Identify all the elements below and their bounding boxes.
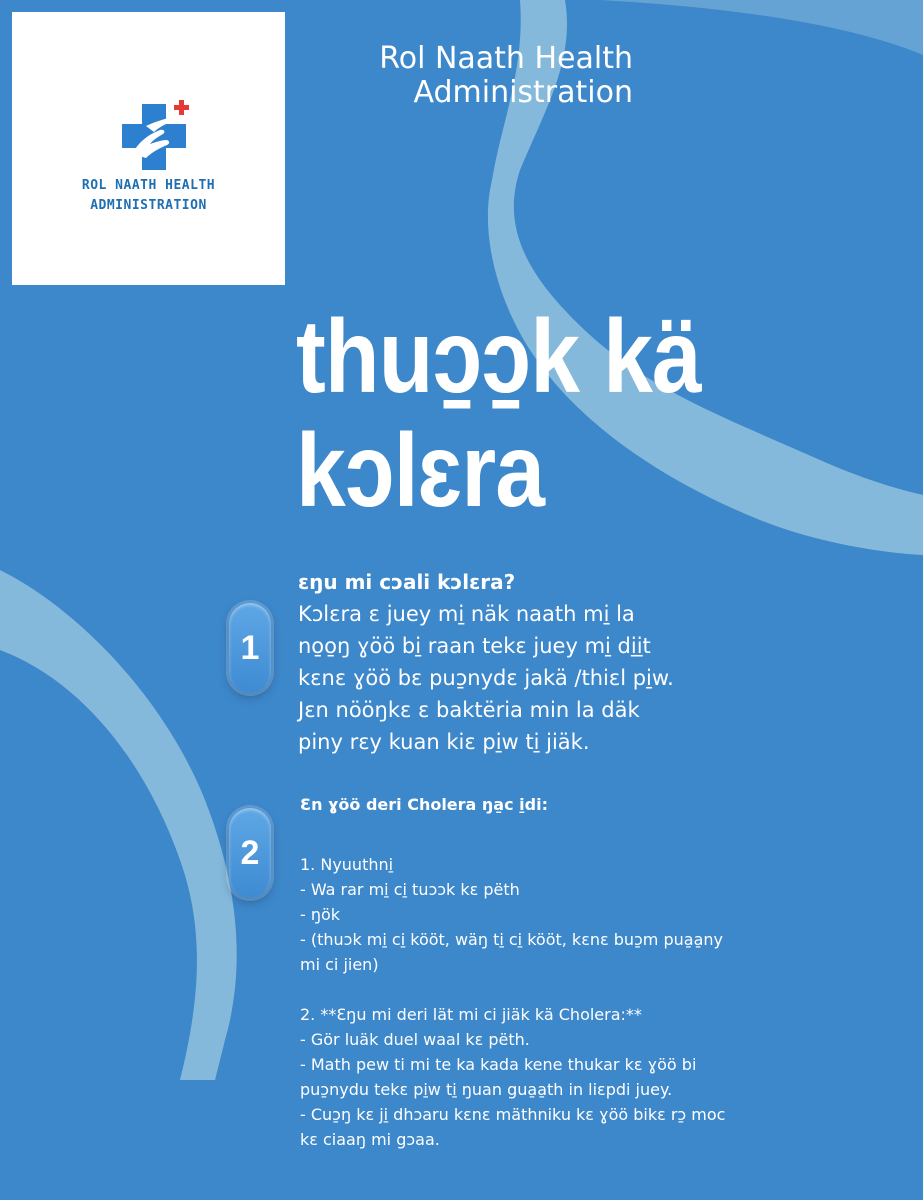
org-title [379, 42, 633, 110]
section1-heading: ɛŋu mi cɔali kɔlɛra? [298, 570, 516, 594]
section1-line: kɛnɛ ɣöö bɛ puɔ̱nydɛ jakä /thiɛl pi̱w. [298, 666, 674, 690]
org-title-line1: Rol Naath Health [379, 41, 633, 76]
section1-body [298, 598, 674, 758]
bottom-left-wave-shape [0, 570, 237, 1080]
section2-line: - Wa rar mi̱ ci̱ tuɔɔk kɛ pëth [300, 880, 520, 899]
section2-line: - (thuɔk mi̱ ci̱ kööt, wäŋ ti̱ ci̱ kööt, kɛnɛ buɔ̱m pua̱a̱ny [300, 930, 723, 949]
headline [296, 300, 767, 528]
step-badge-1: 1 [229, 603, 271, 693]
bottom-left-shape [0, 1080, 195, 1200]
logo-card [12, 12, 285, 285]
section2-line: puɔ̱nydu tekɛ pi̱w ti̱ ŋuan gua̱a̱th in liɛpdi juey. [300, 1080, 673, 1099]
section2-line: - Gör luäk duel waal kɛ pëth. [300, 1030, 530, 1049]
section2-line: - Cuɔ̱ŋ kɛ ji̱ dhɔaru kɛnɛ mäthniku kɛ ɣöö bikɛ rɔ̱ moc [300, 1105, 726, 1124]
section2-line: 2. **Ɛŋu mi deri lät mi ci jiäk kä Cholera:** [300, 1005, 642, 1024]
section1-line: Jɛn nööŋkɛ ɛ baktëria min la däk [298, 698, 640, 722]
org-title-line2: Administration [413, 75, 633, 110]
headline-line1: thuɔ̱ɔ̱k kä [296, 299, 701, 415]
section2-line: kɛ ciaaŋ mi gɔaa. [300, 1130, 440, 1149]
top-right-shape [600, 0, 923, 55]
logo-text-line2: ADMINISTRATION [90, 198, 207, 213]
section1-line: piny rɛy kuan kiɛ pi̱w ti̱ jiäk. [298, 730, 590, 754]
section2-body [300, 852, 725, 1152]
section2-line: mi ci jien) [300, 955, 379, 974]
section2-heading: Ɛn ɣöö deri Cholera ŋa̱c i̱di: [300, 795, 548, 814]
step-badge-2: 2 [229, 808, 271, 898]
section2-line: - ŋök [300, 905, 341, 924]
section2-line [300, 977, 725, 1002]
medical-cross-hands-icon [116, 96, 196, 176]
section2-line: - Math pew ti mi te ka kada kene thukar kɛ ɣöö bi [300, 1055, 697, 1074]
section1-line: no̱o̱ŋ ɣöö bi̱ raan tekɛ juey mi̱ di̱i̱t [298, 634, 651, 658]
headline-line2: kɔlɛra [296, 413, 545, 529]
logo-text-line1: ROL NAATH HEALTH [81, 178, 216, 193]
section1-line: Kɔlɛra ɛ juey mi̱ näk naath mi̱ la [298, 602, 635, 626]
section2-line: 1. Nyuuthni̱ [300, 855, 394, 874]
